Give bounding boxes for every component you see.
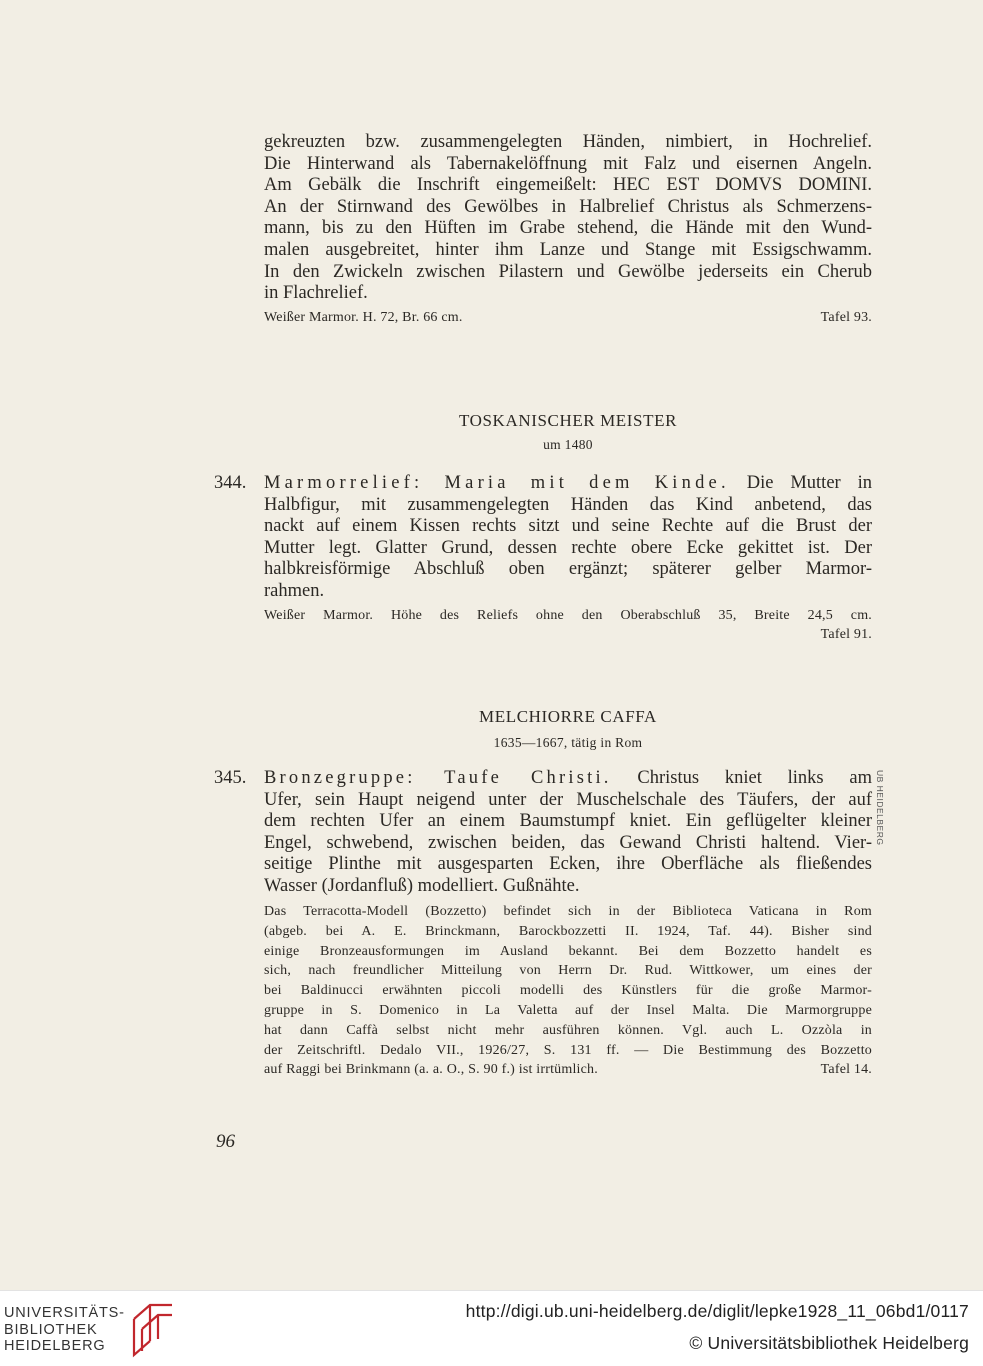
section-heading: MELCHIORRE CAFFA: [479, 707, 657, 726]
intro-line: mann, bis zu den Hüften im Grabe stehend, die Hände mit den Wund-: [264, 218, 872, 239]
section-date: 1635—1667, tätig in Rom: [493, 735, 643, 750]
entry-line: Engel, schwebend, zwischen beiden, das Gewand Christi haltend. Vier-: [264, 832, 872, 853]
footnote-line: Das Terracotta-Modell (Bozzetto) befindet sich in der Biblioteca Vaticana in Rom: [264, 904, 872, 919]
copyright-notice: © Universitätsbibliothek Heidelberg: [689, 1333, 969, 1353]
intro-paragraph: [264, 132, 872, 305]
entry-paragraph: [264, 768, 872, 898]
footnote-line: der Zeitschriftl. Dedalo VII., 1926/27, S. 131 ff. — Die Bestimmung des Bozzetto: [264, 1042, 872, 1058]
library-logo-text: [4, 1305, 125, 1355]
entry-first-line: [264, 473, 872, 495]
footnote-line: (abgeb. bei A. E. Brinckmann, Barockbozzetti II. 1924, Taf. 44). Bisher sind: [264, 923, 872, 939]
footnote-line: sich, nach freundlicher Mitteilung von Herrn Dr. Rud. Wittkower, um eines der: [264, 963, 872, 979]
page-number: 96: [216, 1131, 235, 1152]
permalink[interactable]: http://digi.ub.uni-heidelberg.de/diglit/lepke1928_11_06bd1/0117: [465, 1301, 969, 1321]
footnote-last-row: [264, 1060, 872, 1080]
plate-reference: Tafel 91.: [820, 627, 872, 642]
section-heading: TOSKANISCHER MEISTER: [458, 411, 678, 430]
material-note: Weißer Marmor. Höhe des Reliefs ohne den Oberabschluß 35, Breite 24,5 cm.: [264, 608, 872, 623]
intro-line: gekreuzten bzw. zusammengelegten Händen, nimbiert, in Hochrelief.: [264, 132, 872, 152]
intro-line: In den Zwickeln zwischen Pilastern und Gewölbe jederseits ein Cherub: [264, 261, 872, 282]
entry-title: Bronzegruppe: Taufe Christi.: [264, 768, 612, 788]
intro-line: An der Stirnwand des Gewölbes in Halbrelief Christus als Schmerzens-: [264, 196, 872, 217]
entry-first-line: [264, 768, 872, 790]
library-logo-icon: [128, 1299, 176, 1359]
logo-line: HEIDELBERG: [4, 1338, 106, 1354]
plate-reference: Tafel 14.: [820, 1062, 872, 1078]
entry-line: dem rechten Ufer an einem Baumstumpf kniet. Ein geflügelter kleiner: [264, 811, 872, 832]
entry-title: Marmorrelief: Maria mit dem Kinde.: [264, 473, 730, 493]
entry-line: halbkreisförmige Abschluß oben ergänzt; späterer gelber Marmor-: [264, 559, 872, 580]
material-note: Weißer Marmor. H. 72, Br. 66 cm.: [264, 310, 463, 325]
entry-line: Halbfigur, mit zusammengelegten Händen das Kind anbetend, das: [264, 494, 872, 515]
entry-line: Wasser (Jordanfluß) modelliert. Gußnähte.: [264, 875, 580, 896]
entry-line: Christus kniet links am: [637, 768, 873, 788]
entry-line: nackt auf einem Kissen rechts sitzt und seine Rechte auf die Brust der: [264, 516, 872, 537]
logo-line: BIBLIOTHEK: [4, 1321, 98, 1338]
footnote-line: hat dann Caffà selbst nicht mehr ausführen können. Vgl. auch L. Ozzòla in: [264, 1022, 872, 1038]
plate-reference: Tafel 93.: [820, 310, 872, 325]
intro-line: malen ausgebreitet, hinter ihm Lanze und Stange mit Essigschwamm.: [264, 239, 872, 260]
section-date: um 1480: [543, 437, 593, 452]
entry-line: Ufer, sein Haupt neigend unter der Muschelschale des Täufers, der auf: [264, 789, 872, 810]
entry-number: 344.: [214, 473, 247, 493]
footnote-line: bei Baldinucci erwähnten piccoli modelli des Künstlers für die große Marmor-: [264, 983, 872, 999]
intro-caption: [264, 309, 872, 327]
entry-line: Mutter legt. Glatter Grund, dessen rechte obere Ecke gekittet ist. Der: [264, 537, 872, 558]
footnote-line: einige Bronzeausformungen im Ausland bekannt. Bei dem Bozzetto handelt es: [264, 943, 872, 959]
entry-line: Die Mutter in: [746, 473, 873, 493]
footnote-line: auf Raggi bei Brinkmann (a. a. O., S. 90 f.) ist irrtümlich.: [264, 1062, 598, 1078]
footnote-block: [264, 902, 872, 1080]
library-stamp: [872, 770, 886, 856]
entry-number: 345.: [214, 768, 247, 788]
viewer-footer: [0, 1290, 983, 1366]
logo-line: UNIVERSITÄTS-: [4, 1305, 125, 1321]
entry-line: rahmen.: [264, 580, 325, 601]
entry-paragraph: [264, 473, 872, 603]
intro-line: Am Gebälk die Inschrift eingemeißelt: HEC EST DOMVS DOMINI.: [264, 175, 872, 196]
stamp-text: UB HEIDELBERG: [875, 770, 885, 846]
intro-line: in Flachrelief.: [264, 283, 368, 304]
entry-line: seitige Plinthe mit ausgesparten Ecken, ihre Oberfläche als fließendes: [264, 854, 872, 875]
intro-line: Die Hinterwand als Tabernakelöffnung mit Falz und eisernen Angeln.: [264, 153, 872, 174]
footnote-line: gruppe in S. Domenico in La Valetta auf der Insel Malta. Die Marmorgruppe: [264, 1002, 872, 1018]
